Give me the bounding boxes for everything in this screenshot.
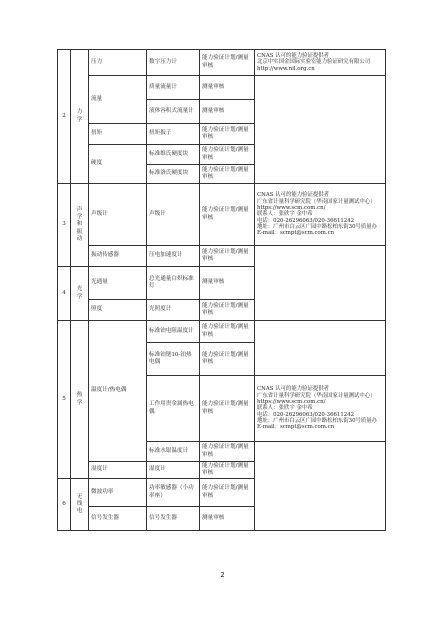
category-char: 声 bbox=[76, 206, 83, 213]
instrument-cell: 信号发生器 bbox=[147, 507, 200, 531]
type-cell: 测量审核 bbox=[200, 507, 255, 531]
category-char: 学 bbox=[76, 399, 83, 406]
type-cell: 能力验证计划/测量审核 bbox=[200, 246, 255, 267]
category-char: 学 bbox=[76, 214, 83, 221]
item-cell: 信号发生器 bbox=[89, 507, 147, 531]
type-cell: 能力验证计划/测量审核 bbox=[200, 321, 255, 343]
item-cell: 压力 bbox=[89, 50, 147, 76]
group-number: 4 bbox=[58, 267, 71, 321]
instrument-cell: 湿度计 bbox=[147, 462, 200, 479]
category-char: 电 bbox=[76, 508, 83, 515]
provider-cell bbox=[255, 76, 386, 184]
type-cell: 能力验证计划/测量审核 bbox=[200, 50, 255, 76]
instrument-cell: 光照度计 bbox=[147, 300, 200, 321]
instrument-cell: 质量流量计 bbox=[147, 76, 200, 100]
type-cell: 测量审核 bbox=[200, 76, 255, 100]
type-cell: 能力验证计划/测量审核 bbox=[200, 343, 255, 376]
provider-cell bbox=[255, 246, 386, 321]
instrument-cell: 总光通量白炽标准灯 bbox=[147, 267, 200, 300]
item-cell: 照度 bbox=[89, 300, 147, 321]
instrument-cell: 标准维氏硬度块 bbox=[147, 145, 200, 165]
instrument-cell: 压电加速度计 bbox=[147, 246, 200, 267]
table-row bbox=[58, 76, 386, 100]
group-number: 2 bbox=[58, 50, 71, 184]
type-cell: 能力验证计划/测量审核 bbox=[200, 462, 255, 479]
type-cell: 测量审核 bbox=[200, 267, 255, 300]
provider-cell bbox=[255, 442, 386, 531]
page-number: 2 bbox=[220, 571, 225, 579]
instrument-cell: 标准铂电阻温度计 bbox=[147, 321, 200, 343]
item-cell: 声级计 bbox=[89, 184, 147, 246]
instrument-cell: 液体容积式流量计 bbox=[147, 100, 200, 124]
category-char: 动 bbox=[76, 235, 83, 242]
instrument-cell: 扭矩扳子 bbox=[147, 124, 200, 145]
table-row bbox=[58, 184, 386, 246]
table-row bbox=[58, 50, 386, 76]
type-cell: 能力验证计划/测量审核 bbox=[200, 479, 255, 507]
category-char: 学 bbox=[76, 293, 83, 300]
instrument-cell: 标准铂铑10-铂热电偶 bbox=[147, 343, 200, 376]
instrument-cell: 标准洛氏硬度块 bbox=[147, 165, 200, 184]
group-number: 3 bbox=[58, 184, 71, 267]
category-char: 线 bbox=[76, 500, 83, 507]
item-cell: 温度计/热电偶 bbox=[89, 321, 147, 462]
category-char: 力 bbox=[76, 109, 83, 116]
category-char: 振 bbox=[76, 228, 83, 235]
type-cell: 能力验证计划/测量审核 bbox=[200, 145, 255, 165]
type-cell: 测量审核 bbox=[200, 100, 255, 124]
table-row bbox=[58, 246, 386, 267]
type-cell: 能力验证计划/测量审核 bbox=[200, 300, 255, 321]
type-cell: 能力验证计划/测量审核 bbox=[200, 442, 255, 462]
provider-cell: CNAS 认可的能力验证提供者 广东省计量科学研究院（华南国家计量测试中心） https://www.scm.com.cn/ 联系人：张欣宇 金中希 电话：020-26296063/020-36611242 地址：广州市白云区广园中路松柏东街30号质量办 E-mail：scmpt@scm.com.cn bbox=[255, 184, 386, 246]
instrument-cell: 声级计 bbox=[147, 184, 200, 246]
group-category bbox=[71, 321, 89, 479]
item-cell: 光通量 bbox=[89, 267, 147, 300]
category-char: 学 bbox=[76, 116, 83, 123]
instrument-cell: 标准水银温度计 bbox=[147, 442, 200, 462]
item-cell: 微波功率 bbox=[89, 479, 147, 507]
instrument-cell: 数字压力计 bbox=[147, 50, 200, 76]
category-char: 光 bbox=[76, 286, 83, 293]
type-cell: 能力验证计划/测量审核 bbox=[200, 165, 255, 184]
group-number: 5 bbox=[58, 321, 71, 479]
category-char: 热 bbox=[76, 392, 83, 399]
provider-cell bbox=[255, 321, 386, 376]
group-category bbox=[71, 479, 89, 531]
item-cell: 湿度计 bbox=[89, 462, 147, 479]
instrument-cell: 工作用贵金属热电偶 bbox=[147, 376, 200, 442]
group-category bbox=[71, 50, 89, 184]
instrument-cell: 功率敏感器（小功率座） bbox=[147, 479, 200, 507]
provider-cell: CNAS 认可的能力验证提供者 北京中实国金国际实验室能力验证研究有限公司 http://www.nil.org.cn bbox=[255, 50, 386, 76]
group-category bbox=[71, 267, 89, 321]
group-category bbox=[71, 184, 89, 267]
item-cell: 扭矩 bbox=[89, 124, 147, 145]
item-cell: 硬度 bbox=[89, 145, 147, 184]
provider-cell: CNAS 认可的能力验证提供者 广东省计量科学研究院（华南国家计量测试中心） https://www.scm.com.cn/ 联系人：张欣宇 金中希 电话：020-26296063/020-36611242 地址：广州市白云区广园中路松柏东街30号质量办 E-mail：scmpt@scm.com.cn bbox=[255, 376, 386, 442]
item-cell: 振动传感器 bbox=[89, 246, 147, 267]
category-char: 无 bbox=[76, 493, 83, 500]
item-cell: 流量 bbox=[89, 76, 147, 124]
table-row bbox=[58, 321, 386, 343]
capability-table bbox=[57, 49, 386, 531]
group-number: 6 bbox=[58, 479, 71, 531]
type-cell: 能力验证计划/测量审核 bbox=[200, 124, 255, 145]
category-char: 和 bbox=[76, 221, 83, 228]
type-cell: 能力验证计划/测量审核 bbox=[200, 184, 255, 246]
type-cell: 能力验证计划/测量审核 bbox=[200, 376, 255, 442]
